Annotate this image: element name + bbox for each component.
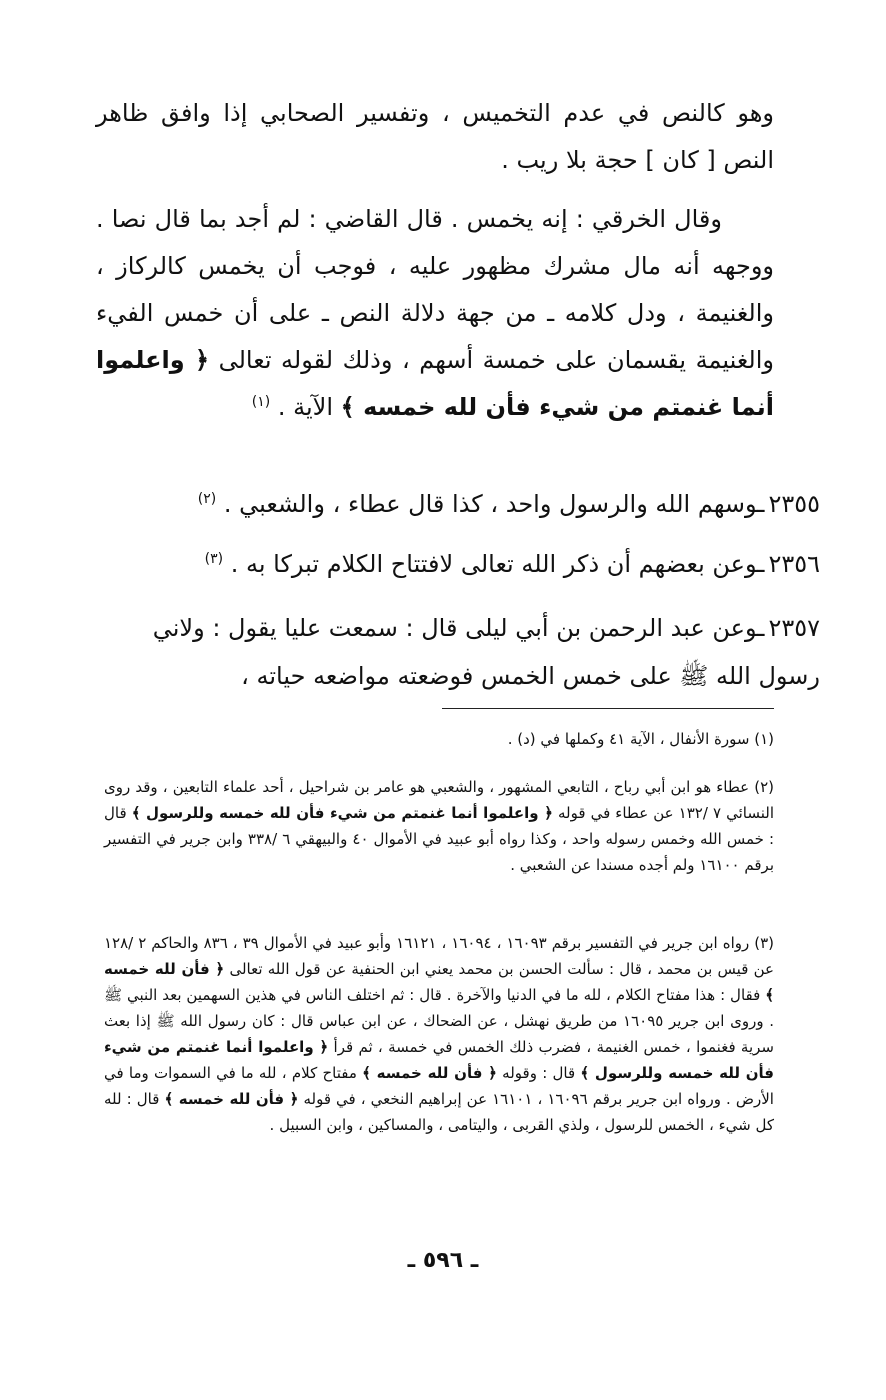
footnote-2-quran: ﴿ واعلموا أنما غنمتم من شيء فأن لله خمسه وللرسول ﴾ [131, 804, 553, 822]
footnote-1 [104, 726, 774, 752]
entry-text: ـوعن بعضهم أن ذكر الله تعالى لافتتاح الكلام تبركا به . [230, 550, 765, 578]
footnote-3-text-c: قال : وقوله [502, 1064, 576, 1082]
page-number: ـ ٥٩٦ ـ [407, 1248, 479, 1273]
paragraph-1 [96, 90, 774, 184]
numbered-entry-2357 [96, 604, 820, 700]
footnote-1-text: (١) سورة الأنفال ، الآية ٤١ وكملها في (د) . [507, 730, 774, 748]
entry-text: ـوسهم الله والرسول واحد ، كذا قال عطاء ، والشعبي . [223, 490, 765, 518]
footnote-2-text-cont: قال : خمس الله وخمس رسوله واحد ، وكذا رواه أبو عبيد في الأموال ٤٠ والبيهقي ٦ /٣٣٨ وابن جرير في التفسير برقم ١٦١٠٠ ولم أجده مسندا عن الشعبي . [104, 804, 775, 874]
footnote-ref-1[interactable]: (١) [251, 394, 271, 410]
footnote-ref-3[interactable]: (٣) [204, 551, 224, 567]
footnote-3 [104, 930, 774, 1138]
footnote-3-quran-2: ﴿ واعلموا أنما غنمتم من شيء فأن لله خمسه وللرسول ﴾ [104, 1038, 774, 1082]
numbered-entry-2355 [96, 480, 820, 528]
numbered-entry-2356 [96, 540, 820, 588]
footnote-3-quran-4: ﴿ فأن لله خمسه ﴾ [164, 1090, 299, 1108]
quran-verse: ﴿ واعلموا أنما غنمتم من شيء فأن لله خمسه ﴾ [96, 346, 774, 421]
entry-number: ٢٣٥٦ [768, 550, 820, 578]
footnote-ref-2[interactable]: (٢) [197, 491, 217, 507]
paragraph-2-ending: الآية . [277, 393, 334, 421]
footnote-2-text: (٢) عطاء هو ابن أبي رباح ، التابعي المشهور ، والشعبي هو عامر بن شراحيل ، أحد علماء التابعين ، وقد روى النسائي ٧ /١٣٢ عن عطاء في قوله [104, 778, 774, 822]
footnote-3-quran-3: ﴿ فأن لله خمسه ﴾ [362, 1064, 497, 1082]
footnote-3-text-d: مفتاح كلام ، لله ما في السموات وما في الأرض . ورواه ابن جرير برقم ١٦٠٩٦ ، ١٦١٠١ عن إبراهيم النخعي ، في قوله [104, 1064, 774, 1108]
paragraph-1-text: وهو كالنص في عدم التخميس ، وتفسير الصحابي إذا وافق ظاهر النص [ كان ] حجة بلا ريب . [96, 99, 774, 174]
footnote-divider [442, 708, 774, 709]
footnote-3-text-b: فقال : هذا مفتاح الكلام ، لله ما في الدنيا والآخرة . قال : ثم اختلف الناس في هذين السهمين بعد النبي ﷺ . وروى ابن جرير ١٦٠٩٥ من طريق نهشل ، عن الضحاك ، عن ابن عباس قال : كان رسول الله ﷺ إذا بعث سرية فغنموا ، خمس الغنيمة ، فضرب ذلك الخمس في خمسة ، ثم قرأ [104, 986, 775, 1056]
paragraph-2 [96, 196, 774, 431]
footnote-3-quran-1: ﴿ فأن لله خمسه ﴾ [104, 960, 774, 1004]
entry-number: ٢٣٥٥ [768, 490, 820, 518]
footnote-3-text: (٣) رواه ابن جرير في التفسير برقم ١٦٠٩٣ ، ١٦٠٩٤ ، ١٦١٢١ وأبو عبيد في الأموال ٣٩ ، ٨٣٦ والحاكم ٢ /١٢٨ عن قيس بن محمد ، قال : سألت الحسن بن محمد يعني ابن الحنفية عن قول الله تعالى [104, 934, 774, 978]
footnote-3-text-e: قال : لله كل شيء ، الخمس للرسول ، ولذي القربى ، واليتامى ، والمساكين ، وابن السبيل . [104, 1090, 774, 1134]
footnote-2 [104, 774, 774, 878]
entry-text: ـوعن عبد الرحمن بن أبي ليلى قال : سمعت عليا يقول : ولاني رسول الله ﷺ على خمس الخمس فوضعته مواضعه حياته ، [152, 614, 820, 690]
entry-number: ٢٣٥٧ [768, 614, 820, 642]
paragraph-2-text: وقال الخرقي : إنه يخمس . قال القاضي : لم أجد بما قال نصا . ووجهه أنه مال مشرك مظهور عليه ، فوجب أن يخمس كالركاز ، والغنيمة ، ودل كلامه ـ من جهة دلالة النص ـ على أن خمس الفيء والغنيمة يقسمان على خمسة أسهم ، وذلك لقوله تعالى [96, 205, 774, 374]
